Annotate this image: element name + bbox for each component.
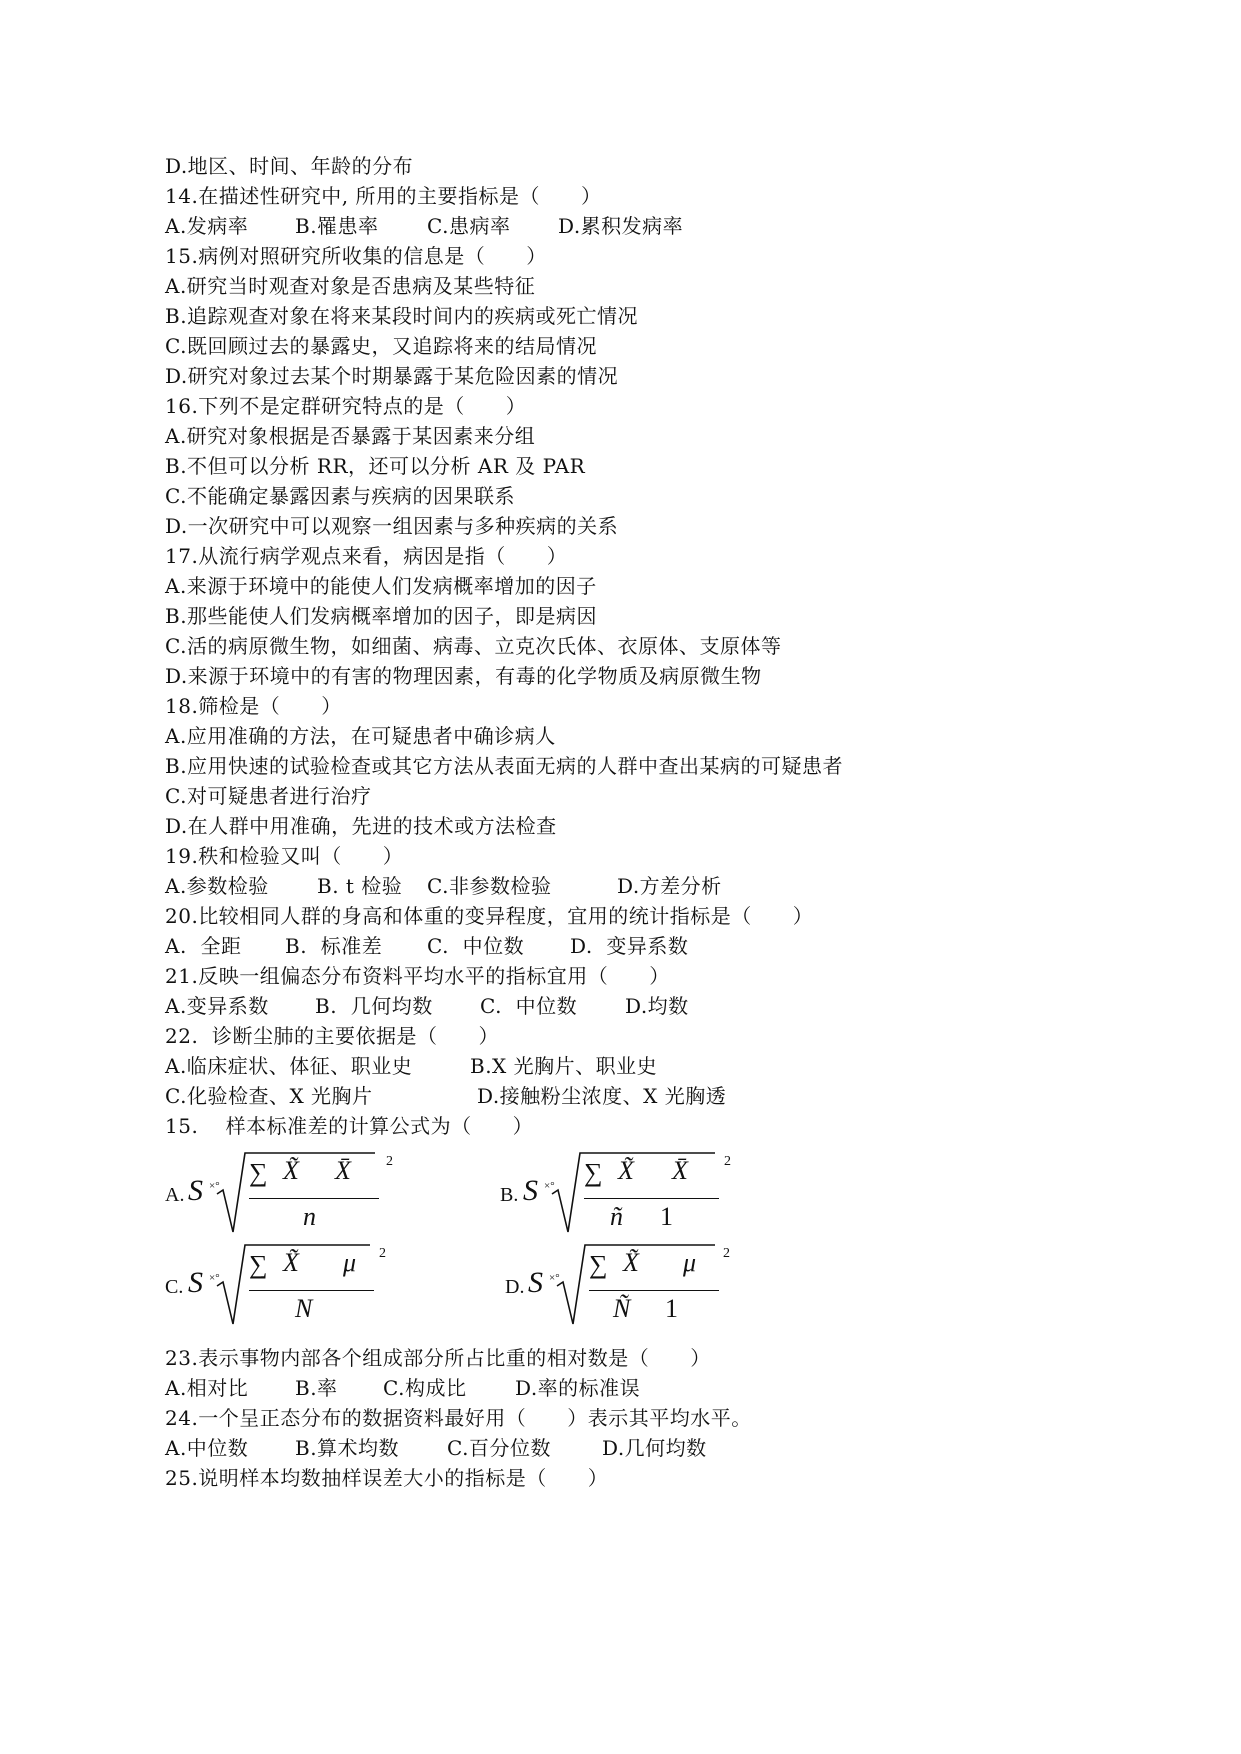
formula-s: S — [188, 1174, 203, 1207]
option-line: B.不但可以分析 RR，还可以分析 AR 及 PAR — [165, 454, 586, 478]
formula-denominator: n — [303, 1202, 316, 1231]
formula-label: A. — [165, 1184, 185, 1206]
option-b: B. t 检验 — [317, 874, 403, 898]
question-20: 20.比较相同人群的身高和体重的变异程度，宜用的统计指标是（ ） — [165, 904, 814, 928]
formula-label: D. — [505, 1276, 525, 1298]
options-22-row1 — [165, 1050, 658, 1082]
formula-denominator-one: 1 — [665, 1294, 678, 1323]
option-a: A.发病率 — [165, 214, 249, 238]
formula-s: S — [188, 1266, 203, 1299]
option-a: A. 全距 — [165, 934, 242, 958]
fraction-bar — [589, 1290, 719, 1291]
option-line: A.研究当时观查对象是否患病及某些特征 — [165, 274, 536, 298]
option-d: D.接触粉尘浓度、X 光胸透 — [477, 1084, 727, 1108]
formula-denominator: N — [295, 1294, 313, 1323]
option-line: B.那些能使人们发病概率增加的因子，即是病因 — [165, 604, 598, 628]
option-d: D.方差分析 — [617, 874, 722, 898]
options-14 — [165, 210, 684, 242]
formula-garble: ×° — [549, 1272, 560, 1284]
formula-x: X̃ — [283, 1248, 299, 1277]
option-b: B. 标准差 — [285, 934, 383, 958]
formula-b — [500, 1150, 770, 1240]
question-21: 21.反映一组偏态分布资料平均水平的指标宜用（ ） — [165, 964, 670, 988]
option-line: D.地区、时间、年龄的分布 — [165, 154, 414, 178]
formula-mu: μ — [683, 1248, 697, 1277]
formula-sigma: ∑ — [249, 1158, 268, 1187]
question-22: 22. 诊断尘肺的主要依据是（ ） — [165, 1024, 500, 1048]
option-line: C.既回顾过去的暴露史，又追踪将来的结局情况 — [165, 334, 597, 358]
formula-d — [505, 1242, 775, 1332]
option-b: B.率 — [295, 1376, 338, 1400]
option-c: C.构成比 — [383, 1376, 467, 1400]
options-23 — [165, 1372, 641, 1404]
option-line: C.不能确定暴露因素与疾病的因果联系 — [165, 484, 515, 508]
formula-sigma: ∑ — [584, 1158, 603, 1187]
option-d: D.均数 — [625, 994, 689, 1018]
options-20 — [165, 930, 689, 962]
question-25: 25.说明样本均数抽样误差大小的指标是（ ） — [165, 1466, 609, 1490]
option-line: A.应用准确的方法，在可疑患者中确诊病人 — [165, 724, 556, 748]
option-a: A.变异系数 — [165, 994, 269, 1018]
formula-label: B. — [500, 1184, 519, 1206]
option-b: B.X 光胸片、职业史 — [470, 1054, 658, 1078]
question-15: 15.病例对照研究所收集的信息是（ ） — [165, 244, 547, 268]
option-b: B. 几何均数 — [315, 994, 433, 1018]
option-line: A.研究对象根据是否暴露于某因素来分组 — [165, 424, 536, 448]
question-15-formula: 15. 样本标准差的计算公式为（ ） — [165, 1114, 534, 1138]
formula-x: X̃ — [618, 1156, 634, 1185]
formula-exponent: 2 — [379, 1246, 386, 1261]
fraction-bar — [584, 1198, 719, 1199]
question-14: 14.在描述性研究中, 所用的主要指标是（ ） — [165, 184, 602, 208]
option-b: B.算术均数 — [295, 1436, 400, 1460]
formula-s: S — [523, 1174, 538, 1207]
formula-garble: ×° — [209, 1180, 220, 1192]
question-17: 17.从流行病学观点来看，病因是指（ ） — [165, 544, 568, 568]
option-line: C.对可疑患者进行治疗 — [165, 784, 372, 808]
formula-mu: μ — [343, 1248, 357, 1277]
formula-x: X̃ — [283, 1156, 299, 1185]
option-a: A.中位数 — [165, 1436, 249, 1460]
option-line: D.来源于环境中的有害的物理因素，有毒的化学物质及病原微生物 — [165, 664, 762, 688]
formula-exponent: 2 — [723, 1246, 730, 1261]
formula-sigma: ∑ — [589, 1250, 608, 1279]
formula-exponent: 2 — [386, 1154, 393, 1169]
options-19 — [165, 870, 722, 902]
formula-a — [165, 1150, 425, 1240]
formula-label: C. — [165, 1276, 184, 1298]
options-22-row2 — [165, 1080, 727, 1112]
option-d: D.几何均数 — [602, 1436, 707, 1460]
formula-denominator: Ñ — [613, 1294, 631, 1323]
option-d: D.率的标准误 — [515, 1376, 641, 1400]
formula-denominator: ñ — [610, 1202, 623, 1231]
option-c: C.百分位数 — [447, 1436, 551, 1460]
formula-mean: X̄ — [335, 1156, 351, 1185]
option-c: C. 中位数 — [427, 934, 525, 958]
formula-mean: X̄ — [672, 1156, 688, 1185]
formula-c — [165, 1242, 425, 1332]
radical-icon — [557, 1242, 722, 1332]
option-a: A.相对比 — [165, 1376, 249, 1400]
formula-exponent: 2 — [724, 1154, 731, 1169]
option-line: C.活的病原微生物，如细菌、病毒、立克次氏体、衣原体、支原体等 — [165, 634, 782, 658]
option-c: C.患病率 — [427, 214, 511, 238]
formula-sigma: ∑ — [249, 1250, 268, 1279]
options-21 — [165, 990, 689, 1022]
option-d: D.累积发病率 — [558, 214, 684, 238]
option-c: C.化验检查、X 光胸片 — [165, 1084, 373, 1108]
question-24: 24.一个呈正态分布的数据资料最好用（ ）表示其平均水平。 — [165, 1406, 752, 1430]
formula-garble: ×° — [544, 1180, 555, 1192]
question-23: 23.表示事物内部各个组成部分所占比重的相对数是（ ） — [165, 1346, 711, 1370]
option-line: D.研究对象过去某个时期暴露于某危险因素的情况 — [165, 364, 619, 388]
question-19: 19.秩和检验又叫（ ） — [165, 844, 404, 868]
formula-garble: ×° — [209, 1272, 220, 1284]
options-24 — [165, 1432, 707, 1464]
option-line: A.来源于环境中的能使人们发病概率增加的因子 — [165, 574, 597, 598]
option-c: C. 中位数 — [480, 994, 578, 1018]
radical-icon — [552, 1150, 717, 1240]
option-d: D. 变异系数 — [570, 934, 689, 958]
option-b: B.罹患率 — [295, 214, 379, 238]
option-a: A.参数检验 — [165, 874, 269, 898]
option-line: D.一次研究中可以观察一组因素与多种疾病的关系 — [165, 514, 619, 538]
formula-denominator-one: 1 — [660, 1202, 673, 1231]
option-line: B.追踪观查对象在将来某段时间内的疾病或死亡情况 — [165, 304, 639, 328]
formula-s: S — [528, 1266, 543, 1299]
option-line: D.在人群中用准确，先进的技术或方法检查 — [165, 814, 557, 838]
fraction-bar — [249, 1198, 379, 1199]
option-a: A.临床症状、体征、职业史 — [165, 1054, 413, 1078]
question-16: 16.下列不是定群研究特点的是（ ） — [165, 394, 527, 418]
formula-x: X̃ — [623, 1248, 639, 1277]
option-c: C.非参数检验 — [427, 874, 552, 898]
fraction-bar — [249, 1290, 374, 1291]
option-line: B.应用快速的试验检查或其它方法从表面无病的人群中查出某病的可疑患者 — [165, 754, 844, 778]
question-18: 18.筛检是（ ） — [165, 694, 342, 718]
